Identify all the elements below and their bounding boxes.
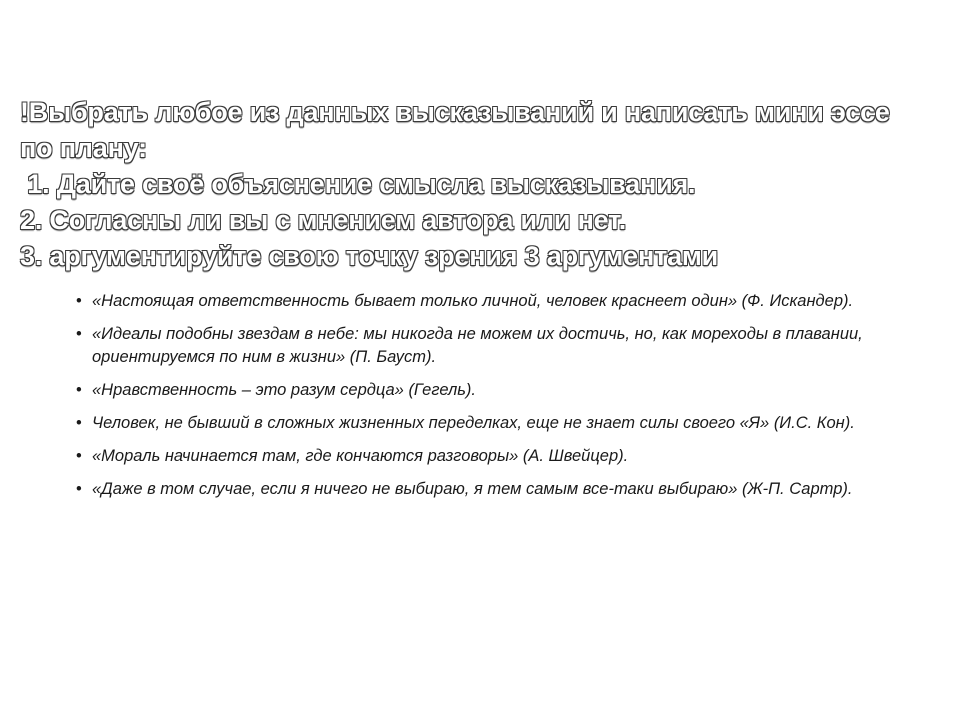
- bullet-icon: •: [76, 381, 82, 399]
- title-line-step-2: 2. Согласны ли вы с мнением автора или нет.: [20, 205, 627, 235]
- title-line-step-3: 3. аргументируйте свою точку зрения 3 аргументами: [20, 241, 719, 271]
- quote-item: [76, 445, 896, 468]
- quote-text: «Настоящая ответственность бывает только личной, человек краснеет один» (Ф. Искандер).: [92, 292, 854, 310]
- quote-text: «Нравственность – это разум сердца» (Гегель).: [92, 381, 477, 399]
- bullet-icon: •: [76, 325, 82, 343]
- quote-item: [76, 379, 896, 402]
- bullet-icon: •: [76, 480, 82, 498]
- quote-item: [76, 290, 896, 313]
- quote-text: «Даже в том случае, если я ничего не выбираю, я тем самым все-таки выбираю» (Ж-П. Сартр).: [92, 480, 853, 498]
- quote-list: [76, 290, 896, 511]
- quote-item: [76, 323, 896, 369]
- title-line-step-1: 1. Дайте своё объяснение смысла высказывания.: [20, 169, 696, 199]
- bullet-icon: •: [76, 292, 82, 310]
- title-line-instruction: !Выбрать любое из данных высказываний и написать мини эссе: [20, 97, 890, 127]
- assignment-title: [20, 94, 940, 274]
- quote-item: [76, 478, 896, 501]
- quote-item: [76, 412, 896, 435]
- quote-text: Человек, не бывший в сложных жизненных переделках, еще не знает силы своего «Я» (И.С. Кон).: [92, 414, 855, 432]
- quote-text: «Идеалы подобны звездам в небе: мы никогда не можем их достичь, но, как мореходы в плавании, ориентируемся по ним в жизни» (П. Бауст).: [92, 325, 863, 366]
- bullet-icon: •: [76, 414, 82, 432]
- quote-text: «Мораль начинается там, где кончаются разговоры» (А. Швейцер).: [92, 447, 629, 465]
- bullet-icon: •: [76, 447, 82, 465]
- title-line-plan: по плану:: [20, 133, 147, 163]
